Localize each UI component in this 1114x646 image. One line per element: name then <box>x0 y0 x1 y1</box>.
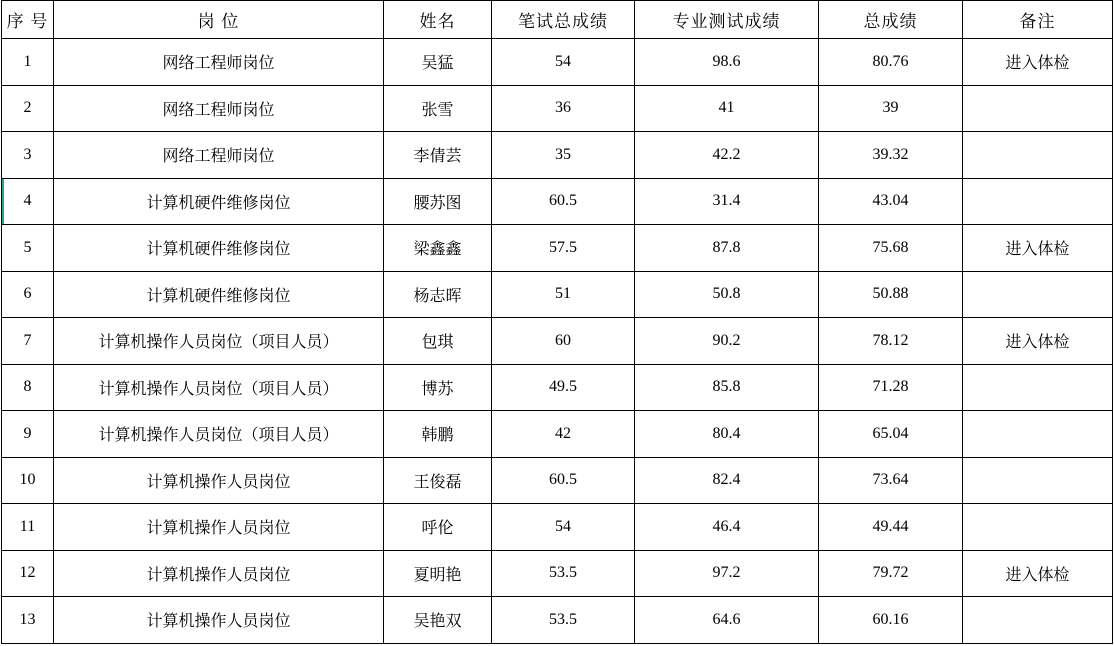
cell-num: 13 <box>2 597 54 644</box>
column-header-remark: 备注 <box>963 1 1113 39</box>
cell-written: 49.5 <box>492 364 635 411</box>
table-row <box>2 225 1113 272</box>
cell-written: 54 <box>492 504 635 551</box>
cell-num: 3 <box>2 132 54 179</box>
cell-written: 57.5 <box>492 225 635 272</box>
table-row <box>2 178 1113 225</box>
table-row <box>2 457 1113 504</box>
cell-remark: 进入体检 <box>963 550 1113 597</box>
table-row <box>2 271 1113 318</box>
candidate-score-table <box>1 0 1113 644</box>
cell-post: 计算机硬件维修岗位 <box>54 225 384 272</box>
column-header-name: 姓名 <box>384 1 492 39</box>
cell-num: 11 <box>2 504 54 551</box>
cell-total: 65.04 <box>819 411 963 458</box>
cell-name: 夏明艳 <box>384 550 492 597</box>
cell-written: 36 <box>492 85 635 132</box>
cell-post: 计算机操作人员岗位 <box>54 550 384 597</box>
cell-professional: 50.8 <box>635 271 819 318</box>
cell-num: 12 <box>2 550 54 597</box>
cell-name: 杨志晖 <box>384 271 492 318</box>
cell-written: 60.5 <box>492 457 635 504</box>
cell-remark <box>963 178 1113 225</box>
cell-written: 60.5 <box>492 178 635 225</box>
cell-num: 4 <box>2 178 54 225</box>
cell-name: 包琪 <box>384 318 492 365</box>
cell-professional: 41 <box>635 85 819 132</box>
cell-num: 6 <box>2 271 54 318</box>
cell-name: 王俊磊 <box>384 457 492 504</box>
cell-written: 53.5 <box>492 597 635 644</box>
cell-name: 梁鑫鑫 <box>384 225 492 272</box>
cell-num: 7 <box>2 318 54 365</box>
cell-remark <box>963 411 1113 458</box>
cell-total: 43.04 <box>819 178 963 225</box>
cell-post: 计算机硬件维修岗位 <box>54 178 384 225</box>
cell-remark <box>963 597 1113 644</box>
table-row <box>2 39 1113 86</box>
cell-total: 49.44 <box>819 504 963 551</box>
cell-total: 80.76 <box>819 39 963 86</box>
cell-name: 腰苏图 <box>384 178 492 225</box>
cell-total: 39.32 <box>819 132 963 179</box>
column-header-post: 岗 位 <box>54 1 384 39</box>
cell-professional: 98.6 <box>635 39 819 86</box>
cell-num: 2 <box>2 85 54 132</box>
cell-written: 53.5 <box>492 550 635 597</box>
cell-total: 73.64 <box>819 457 963 504</box>
table-header-row <box>2 1 1113 39</box>
cell-total: 39 <box>819 85 963 132</box>
cell-professional: 87.8 <box>635 225 819 272</box>
cell-professional: 97.2 <box>635 550 819 597</box>
cell-total: 50.88 <box>819 271 963 318</box>
table-row <box>2 85 1113 132</box>
cell-name: 张雪 <box>384 85 492 132</box>
cell-post: 网络工程师岗位 <box>54 132 384 179</box>
cell-professional: 46.4 <box>635 504 819 551</box>
cell-post: 计算机硬件维修岗位 <box>54 271 384 318</box>
table-row <box>2 411 1113 458</box>
cell-remark <box>963 457 1113 504</box>
cell-name: 李倩芸 <box>384 132 492 179</box>
cell-num: 9 <box>2 411 54 458</box>
table-row <box>2 550 1113 597</box>
cell-post: 计算机操作人员岗位 <box>54 457 384 504</box>
cell-remark <box>963 85 1113 132</box>
cell-post: 计算机操作人员岗位 <box>54 597 384 644</box>
table-row <box>2 597 1113 644</box>
cell-professional: 85.8 <box>635 364 819 411</box>
cell-num: 5 <box>2 225 54 272</box>
cell-remark: 进入体检 <box>963 39 1113 86</box>
table-header <box>2 1 1113 39</box>
cell-total: 75.68 <box>819 225 963 272</box>
cell-name: 博苏 <box>384 364 492 411</box>
cell-total: 60.16 <box>819 597 963 644</box>
table-row <box>2 318 1113 365</box>
cell-total: 79.72 <box>819 550 963 597</box>
cell-remark: 进入体检 <box>963 318 1113 365</box>
cell-name: 呼伦 <box>384 504 492 551</box>
cell-remark: 进入体检 <box>963 225 1113 272</box>
cell-professional: 42.2 <box>635 132 819 179</box>
cell-professional: 31.4 <box>635 178 819 225</box>
cell-written: 60 <box>492 318 635 365</box>
cell-total: 71.28 <box>819 364 963 411</box>
cell-remark <box>963 364 1113 411</box>
cell-remark <box>963 271 1113 318</box>
column-header-written: 笔试总成绩 <box>492 1 635 39</box>
cell-name: 吴猛 <box>384 39 492 86</box>
table-row <box>2 504 1113 551</box>
cell-post: 网络工程师岗位 <box>54 85 384 132</box>
cell-num: 8 <box>2 364 54 411</box>
column-header-professional: 专业测试成绩 <box>635 1 819 39</box>
cell-num: 10 <box>2 457 54 504</box>
cell-professional: 64.6 <box>635 597 819 644</box>
cell-professional: 82.4 <box>635 457 819 504</box>
cell-name: 吴艳双 <box>384 597 492 644</box>
table-row <box>2 132 1113 179</box>
cell-written: 35 <box>492 132 635 179</box>
cell-post: 计算机操作人员岗位（项目人员） <box>54 318 384 365</box>
table-body <box>2 39 1113 644</box>
table-row <box>2 364 1113 411</box>
cell-written: 42 <box>492 411 635 458</box>
cell-post: 计算机操作人员岗位（项目人员） <box>54 364 384 411</box>
cell-name: 韩鹏 <box>384 411 492 458</box>
cell-professional: 80.4 <box>635 411 819 458</box>
cell-remark <box>963 504 1113 551</box>
cell-num: 1 <box>2 39 54 86</box>
column-header-num: 序 号 <box>2 1 54 39</box>
cell-post: 计算机操作人员岗位（项目人员） <box>54 411 384 458</box>
column-header-total: 总成绩 <box>819 1 963 39</box>
cell-written: 54 <box>492 39 635 86</box>
cell-total: 78.12 <box>819 318 963 365</box>
cell-professional: 90.2 <box>635 318 819 365</box>
cell-written: 51 <box>492 271 635 318</box>
cell-post: 网络工程师岗位 <box>54 39 384 86</box>
cell-remark <box>963 132 1113 179</box>
cell-post: 计算机操作人员岗位 <box>54 504 384 551</box>
